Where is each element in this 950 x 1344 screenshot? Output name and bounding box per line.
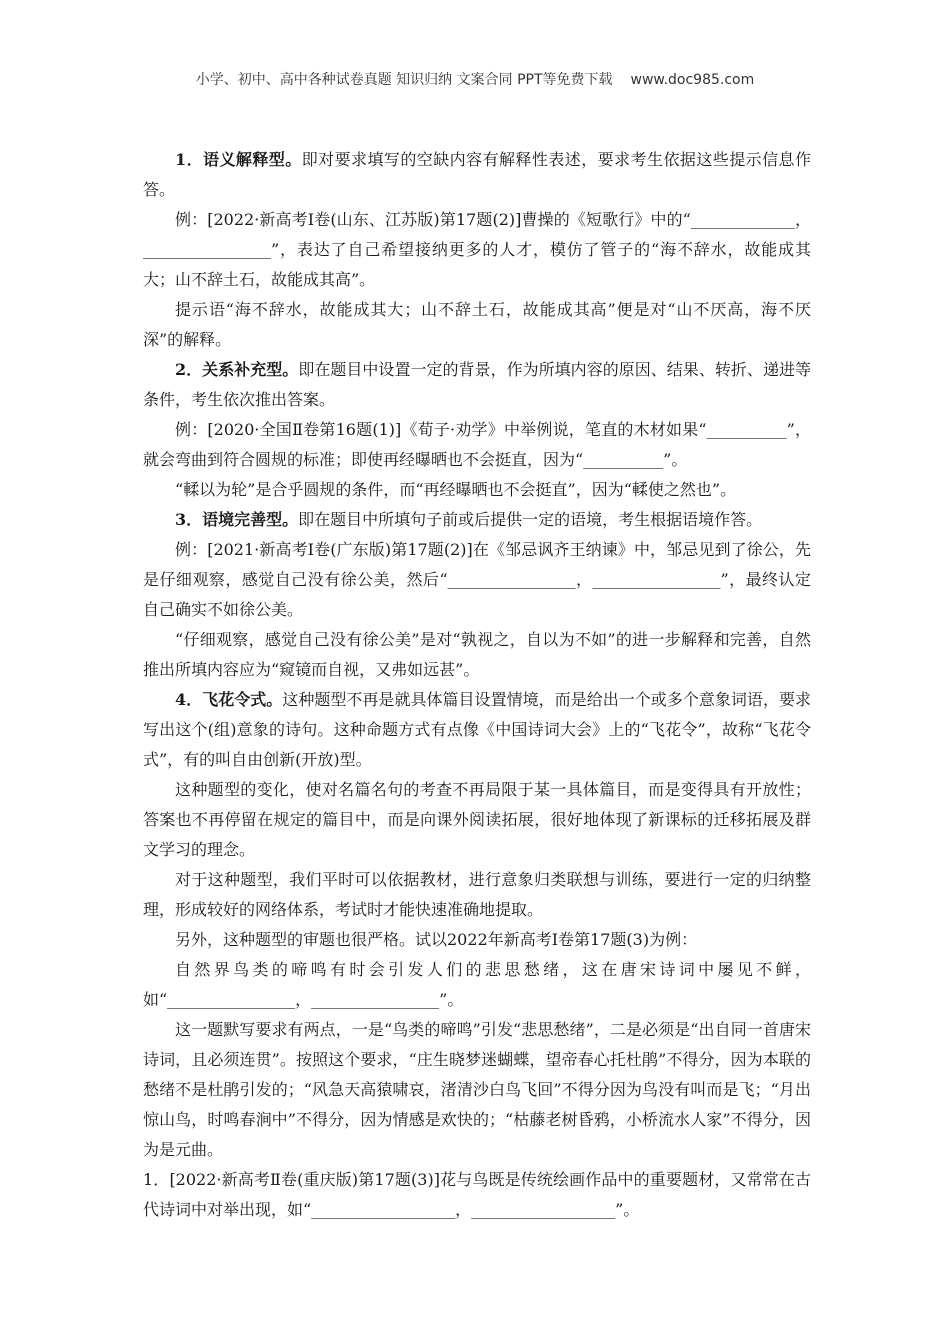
heading-type-2: 2．关系补充型。 (175, 360, 299, 379)
paragraph-text: 另外，这种题型的审题也很严格。试以2022年新高考Ⅰ卷第17题(3)为例： (175, 930, 698, 949)
header-url[interactable]: www.doc985.com (630, 72, 755, 88)
heading-type-3: 3．语境完善型。 (175, 510, 299, 529)
heading-type-4: 4．飞花令式。 (175, 690, 283, 709)
paragraph-text: 自然界鸟类的啼鸣有时会引发人们的悲思愁绪，这在唐宋诗词中屡见不鲜，如“________________，________________”。 (143, 960, 811, 1009)
document-body (143, 145, 811, 1225)
paragraph-text: 即在题目中设置一定的背景，作为所填内容的原因、结果、转折、递进等条件，考生依次推出答案。 (143, 360, 811, 409)
paragraph-text: 即对要求填写的空缺内容有解释性表述，要求考生依据这些提示信息作答。 (143, 150, 811, 199)
paragraph-type-1 (143, 145, 811, 205)
paragraph-text: 例：[2020·全国Ⅱ卷第16题(1)]《荀子·劝学》中举例说，笔直的木材如果“__________”，就会弯曲到符合圆规的标准；即使再经曝晒也不会挺直，因为“__________”。 (143, 420, 811, 469)
paragraph-example-3 (143, 535, 811, 625)
paragraph-text: 这种题型的变化，使对名篇名句的考查不再局限于某一具体篇目，而是变得具有开放性；答案也不再停留在规定的篇目中，而是向课外阅读拓展，很好地体现了新课标的迁移拓展及群文学习的理念。 (143, 780, 811, 859)
paragraph-example-4 (143, 955, 811, 1015)
paragraph-explanation-2 (143, 475, 811, 505)
paragraph-example-2 (143, 415, 811, 475)
paragraph-text: 1．[2022·新高考Ⅱ卷(重庆版)第17题(3)]花与鸟既是传统绘画作品中的重要题材，又常常在古代诗词中对举出现，如“__________________，__________________”。 (143, 1170, 811, 1219)
paragraph-explanation-3 (143, 625, 811, 685)
header-text: 小学、初中、高中各种试卷真题 知识归纳 文案合同 PPT等免费下载 (195, 72, 613, 88)
paragraph-text: “仔细观察，感觉自己没有徐公美”是对“孰视之，自以为不如”的进一步解释和完善，自然推出所填内容应为“窥镜而自视，又弗如远甚”。 (143, 630, 811, 679)
paragraph-example-1 (143, 205, 811, 295)
paragraph-text: 即在题目中所填句子前或后提供一定的语境，考生根据语境作答。 (298, 510, 763, 529)
question-1 (143, 1165, 811, 1225)
paragraph-type-4-change (143, 775, 811, 865)
paragraph-type-3 (143, 505, 811, 535)
paragraph-text: 提示语“海不辞水，故能成其大；山不辞土石，故能成其高”便是对“山不厌高，海不厌深”的解释。 (143, 300, 811, 349)
paragraph-text: 这种题型不再是就具体篇目设置情境，而是给出一个或多个意象词语，要求写出这个(组)意象的诗句。这种命题方式有点像《中国诗词大会》上的“飞花令”，故称“飞花令式”，有的叫自由创新(开放)型。 (143, 690, 811, 769)
paragraph-text: 这一题默写要求有两点，一是“鸟类的啼鸣”引发“悲思愁绪”，二是必须是“出自同一首唐宋诗词，且必须连贯”。按照这个要求，“庄生晓梦迷蝴蝶，望帝春心托杜鹃”不得分，因为本联的愁绪不是杜鹃引发的；“风急天高猿啸哀，渚清沙白鸟飞回”不得分因为鸟没有叫而是飞；“月出惊山鸟，时鸣春涧中”不得分，因为情感是欢快的；“枯藤老树昏鸦，小桥流水人家”不得分，因为是元曲。 (143, 1020, 811, 1159)
paragraph-text: 例：[2022·新高考Ⅰ卷(山东、江苏版)第17题(2)]曹操的《短歌行》中的“_____________，________________”，表达了自己希望接纳更多的人才，模仿了管子的“海不辞水，故能成其大；山不辞土石，故能成其高”。 (143, 210, 811, 289)
paragraph-text: 例：[2021·新高考Ⅰ卷(广东版)第17题(2)]在《邹忌讽齐王纳谏》中，邹忌见到了徐公，先是仔细观察，感觉自己没有徐公美，然后“________________，________________”，最终认定自己确实不如徐公美。 (143, 540, 811, 619)
paragraph-explanation-4 (143, 1015, 811, 1165)
paragraph-explanation-1 (143, 295, 811, 355)
paragraph-type-4-review (143, 925, 811, 955)
paragraph-type-4 (143, 685, 811, 775)
paragraph-text: 对于这种题型，我们平时可以依据教材，进行意象归类联想与训练，要进行一定的归纳整理，形成较好的网络体系，考试时才能快速准确地提取。 (143, 870, 811, 919)
paragraph-type-2 (143, 355, 811, 415)
page-header (0, 69, 950, 89)
paragraph-text: “輮以为轮”是合乎圆规的条件，而“再经曝晒也不会挺直”，因为“輮使之然也”。 (175, 480, 737, 499)
heading-type-1: 1．语义解释型。 (175, 150, 302, 169)
paragraph-type-4-practice (143, 865, 811, 925)
